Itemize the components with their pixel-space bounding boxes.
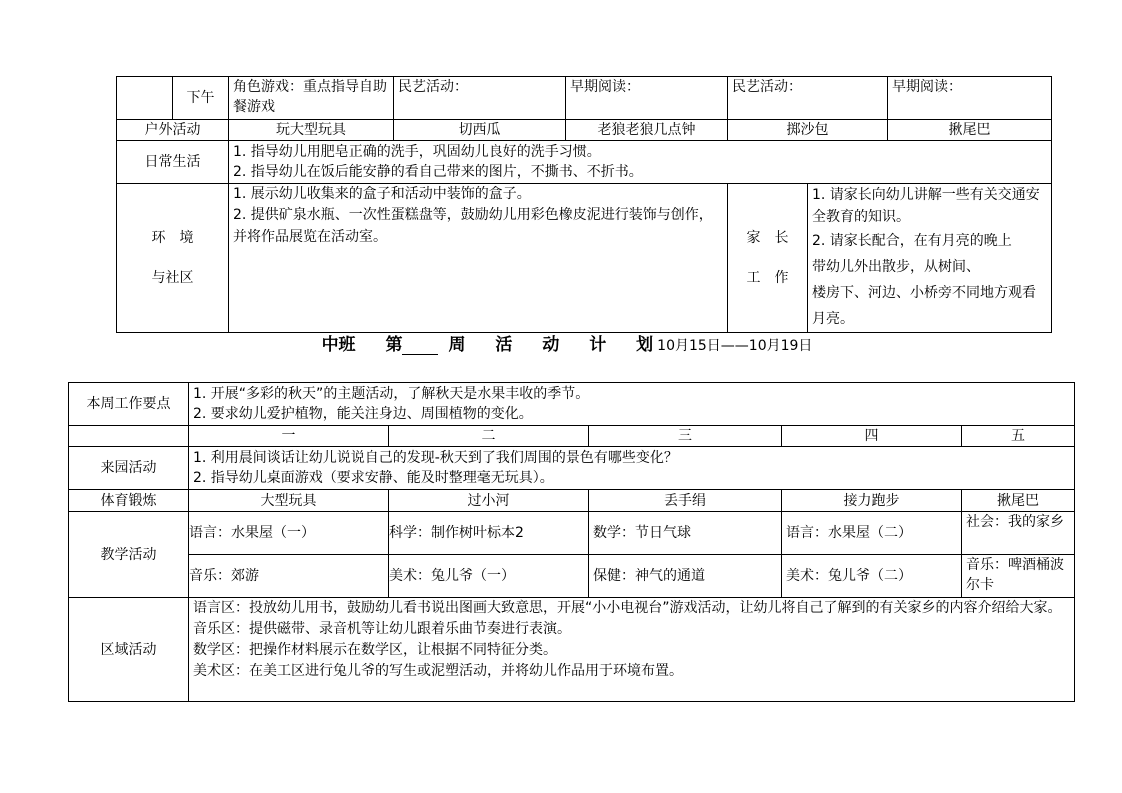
parents-line-1: 1. 请家长向幼儿讲解一些有关交通安全教育的知识。 — [812, 187, 1040, 225]
title-di: 第 — [385, 335, 403, 355]
environment-line-1: 1. 展示幼儿收集来的盒子和活动中装饰的盒子。 — [233, 186, 531, 202]
week-number-blank — [402, 336, 438, 355]
afternoon-blank-cell — [117, 77, 173, 120]
parents-label-line-1: 家 长 — [746, 230, 789, 246]
area-line-3: 数学区：把操作材料展示在数学区，让根据不同特征分类。 — [193, 642, 557, 658]
environment-content — [229, 184, 728, 333]
arrival-content — [189, 447, 1075, 490]
title-word-3: 计 — [589, 335, 607, 355]
parents-line-2: 2. 请家长配合，在有月亮的晚上 — [812, 233, 1012, 249]
daily-content — [229, 141, 1052, 184]
teaching-r2-cell-1: 音乐：郊游 — [189, 555, 389, 598]
title-word-2: 动 — [542, 335, 560, 355]
title-zhou: 周 — [448, 335, 466, 355]
environment-label-line-2: 与社区 — [151, 270, 194, 286]
environment-line-2: 2. 提供矿泉水瓶、一次性蛋糕盘等，鼓励幼儿用彩色橡皮泥进行装饰与创作，并将作品展览在活动室。 — [233, 207, 713, 245]
afternoon-row — [117, 77, 1052, 120]
daily-line-2: 2. 指导幼儿在饭后能安静的看自己带来的图片，不撕书、不折书。 — [233, 164, 643, 180]
pe-row — [69, 490, 1075, 512]
weekday-3: 三 — [589, 426, 782, 447]
outdoor-cell-5: 揪尾巴 — [888, 120, 1052, 141]
environment-label-line-1: 环 境 — [151, 230, 194, 246]
weekday-2: 二 — [389, 426, 589, 447]
focus-line-2: 2. 要求幼儿爱护植物，能关注身边、周围植物的变化。 — [193, 406, 533, 422]
outdoor-cell-1: 玩大型玩具 — [229, 120, 394, 141]
arrival-label: 来园活动 — [69, 447, 189, 490]
weekday-header-blank — [69, 426, 189, 447]
pe-cell-3: 丢手绢 — [589, 490, 782, 512]
area-content — [189, 598, 1075, 702]
arrival-line-1: 1. 利用晨间谈话让幼儿说说自己的发现-秋天到了我们周围的景色有哪些变化？ — [193, 450, 678, 466]
environment-label — [117, 184, 229, 333]
parents-label — [728, 184, 808, 333]
afternoon-cell-1: 角色游戏：重点指导自助餐游戏 — [229, 77, 394, 120]
environment-row — [117, 184, 1052, 333]
outdoor-cell-3: 老狼老狼几点钟 — [566, 120, 728, 141]
teaching-row-1 — [69, 512, 1075, 555]
teaching-r1-cell-3: 数学：节日气球 — [589, 512, 782, 555]
daily-row — [117, 141, 1052, 184]
outdoor-cell-4: 掷沙包 — [728, 120, 888, 141]
weekday-4: 四 — [782, 426, 962, 447]
title-date: 10月15日——10月19日 — [657, 338, 813, 354]
teaching-r2-cell-4: 美术：兔儿爷（二） — [782, 555, 962, 598]
focus-content — [189, 383, 1075, 426]
outdoor-label: 户外活动 — [117, 120, 229, 141]
pe-cell-1: 大型玩具 — [189, 490, 389, 512]
page-title — [0, 330, 1122, 355]
parents-label-line-2: 工 作 — [746, 270, 789, 286]
afternoon-cell-3: 早期阅读： — [566, 77, 728, 120]
daily-label: 日常生活 — [117, 141, 229, 184]
afternoon-cell-5: 早期阅读： — [888, 77, 1052, 120]
parents-line-3: 带幼儿外出散步，从树间、 — [812, 259, 980, 275]
weekday-header-row — [69, 426, 1075, 447]
afternoon-label: 下午 — [173, 77, 229, 120]
arrival-row — [69, 447, 1075, 490]
parents-content — [808, 184, 1052, 333]
weekday-5: 五 — [962, 426, 1075, 447]
afternoon-cell-2: 民艺活动： — [394, 77, 566, 120]
title-word-4: 划 — [636, 335, 654, 355]
pe-cell-4: 接力跑步 — [782, 490, 962, 512]
arrival-line-2: 2. 指导幼儿桌面游戏（要求安静、能及时整理毫无玩具）。 — [193, 470, 554, 486]
teaching-r1-cell-5: 社会：我的家乡 — [962, 512, 1075, 555]
daily-line-1: 1. 指导幼儿用肥皂正确的洗手，巩固幼儿良好的洗手习惯。 — [233, 144, 601, 160]
weekday-1: 一 — [189, 426, 389, 447]
teaching-r1-cell-2: 科学：制作树叶标本2 — [389, 512, 589, 555]
focus-label: 本周工作要点 — [69, 383, 189, 426]
teaching-r1-cell-4: 语言：水果屋（二） — [782, 512, 962, 555]
pe-cell-5: 揪尾巴 — [962, 490, 1075, 512]
area-line-2: 音乐区：提供磁带、录音机等让幼儿跟着乐曲节奏进行表演。 — [193, 621, 571, 637]
weekly-plan-table-1 — [116, 76, 1052, 333]
teaching-row-2 — [69, 555, 1075, 598]
title-word-1: 活 — [495, 335, 513, 355]
teaching-r2-cell-5: 音乐：啤酒桶波尔卡 — [962, 555, 1075, 598]
afternoon-cell-4: 民艺活动： — [728, 77, 888, 120]
area-row — [69, 598, 1075, 702]
focus-line-1: 1. 开展“多彩的秋天”的主题活动，了解秋天是水果丰收的季节。 — [193, 386, 590, 402]
area-line-4: 美术区：在美工区进行兔儿爷的写生或泥塑活动，并将幼儿作品用于环境布置。 — [193, 663, 683, 679]
teaching-label: 教学活动 — [69, 512, 189, 598]
focus-row — [69, 383, 1075, 426]
teaching-r2-cell-2: 美术：兔儿爷（一） — [389, 555, 589, 598]
teaching-r2-cell-3: 保健：神气的通道 — [589, 555, 782, 598]
area-line-1: 语言区：投放幼儿用书，鼓励幼儿看书说出图画大致意思，开展“小小电视台”游戏活动，让幼儿将自己了解到的有关家乡的内容介绍给大家。 — [193, 600, 1062, 616]
area-label: 区域活动 — [69, 598, 189, 702]
weekly-plan-table-2 — [68, 382, 1075, 702]
parents-line-4: 楼房下、河边、小桥旁不同地方观看月亮。 — [812, 285, 1036, 327]
pe-cell-2: 过小河 — [389, 490, 589, 512]
outdoor-cell-2: 切西瓜 — [394, 120, 566, 141]
outdoor-row — [117, 120, 1052, 141]
teaching-r1-cell-1: 语言：水果屋（一） — [189, 512, 389, 555]
title-class: 中班 — [321, 335, 356, 355]
pe-label: 体育锻炼 — [69, 490, 189, 512]
